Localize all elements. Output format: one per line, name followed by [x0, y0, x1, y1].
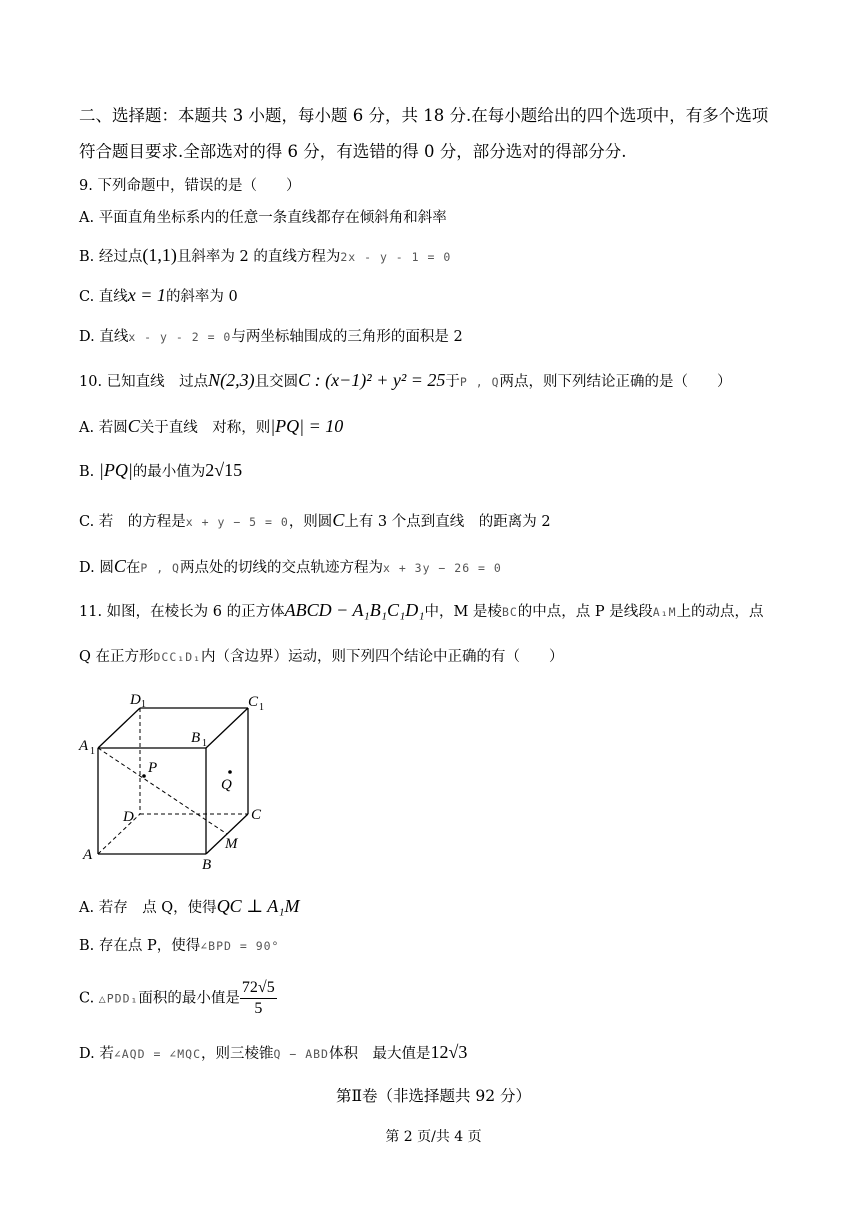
q11-stem-line-1: 11. 如图，在棱长为 6 的正方体ABCD − A₁B₁C₁D₁中，M 是棱BC的中点，点 P 是线段A₁M上的动点，点: [79, 600, 764, 620]
label-b: B: [202, 857, 212, 872]
q10-option-d: D. 圆C在P , Q两点处的切线的交点轨迹方程为x + 3y − 26 = 0: [79, 556, 502, 576]
volume-title: 第Ⅱ卷（非选择题共 92 分）: [335, 1087, 532, 1105]
q9-option-d: D. 直线x - y - 2 = 0与两坐标轴围成的三角形的面积是 2: [79, 329, 463, 345]
label-a1-sub: 1: [90, 746, 95, 757]
q9-option-b: B. 经过点(1,1)且斜率为 2 的直线方程为2x - y - 1 = 0: [79, 245, 452, 265]
q11-option-b: B. 存在点 P，使得∠BPD = 90°: [79, 938, 280, 954]
edge-b1-c1: [206, 708, 248, 748]
fraction-72-root5-over-5: $\frac{72√5}{5}$: [241, 979, 275, 1017]
q10-option-c: C. 若 的方程是x + y − 5 = 0，则圆C上有 3 个点到直线 的距离为 2: [79, 510, 551, 530]
q11-option-a: A. 若存 点 Q，使得QC ⊥ A₁M: [79, 896, 300, 916]
label-b1: B: [191, 730, 201, 746]
label-a1: A: [79, 738, 89, 754]
segment-a1-m: [98, 748, 227, 834]
label-d1: D: [130, 692, 141, 708]
q10-stem: 10. 已知直线 过点N(2,3)且交圆C : (x−1)² + y² = 25于P , Q两点，则下列结论正确的是（ ）: [79, 370, 732, 390]
label-q: Q: [221, 777, 232, 793]
section-header-line-2: [79, 140, 626, 164]
q9-option-a: A. 平面直角坐标系内的任意一条直线都存在倾斜角和斜率: [79, 210, 447, 226]
section-instruction-2: 符合题目要求.全部选对的得 6 分，有选错的得 0 分，部分选对的得部分分.: [79, 142, 627, 161]
q11-option-d: D. 若∠AQD = ∠MQC，则三棱锥Q − ABD体积 最大值是12√3: [79, 1042, 468, 1062]
label-m: M: [225, 836, 238, 852]
label-c: C: [251, 807, 262, 823]
label-c1: C: [248, 694, 259, 710]
q9-stem: 9. 下列命题中，错误的是（ ）: [79, 178, 301, 194]
q11-option-c: C. △PDD₁面积的最小值是 $\frac{72√5}{5}$: [79, 979, 275, 1017]
label-c1-sub: 1: [259, 702, 264, 713]
label-p: P: [148, 760, 158, 776]
cube-figure: [78, 686, 278, 872]
point-p: [142, 774, 146, 778]
page-number: 第 2 页/共 4 页: [385, 1129, 482, 1145]
section-header-line-1: [79, 104, 768, 128]
q11-stem-line-2: Q 在正方形DCC₁D₁内（含边界）运动，则下列四个结论中正确的有（ ）: [79, 649, 564, 665]
point-q: [228, 770, 232, 774]
q10-option-a: A. 若圆C关于直线 对称，则|PQ| = 10: [79, 416, 344, 436]
edge-a1-d1: [98, 708, 140, 748]
label-d: D: [123, 809, 134, 825]
label-b1-sub: 1: [202, 738, 207, 749]
q10-option-b: B. |PQ|的最小值为2√15: [79, 460, 243, 480]
label-d1-sub: 1: [141, 699, 146, 710]
section-instruction-1: 二、选择题：本题共 3 小题，每小题 6 分，共 18 分.在每小题给出的四个选项中，有多个选项: [79, 106, 769, 125]
label-a: A: [83, 847, 93, 863]
q9-option-c: C. 直线x = 1的斜率为 0: [79, 285, 238, 305]
